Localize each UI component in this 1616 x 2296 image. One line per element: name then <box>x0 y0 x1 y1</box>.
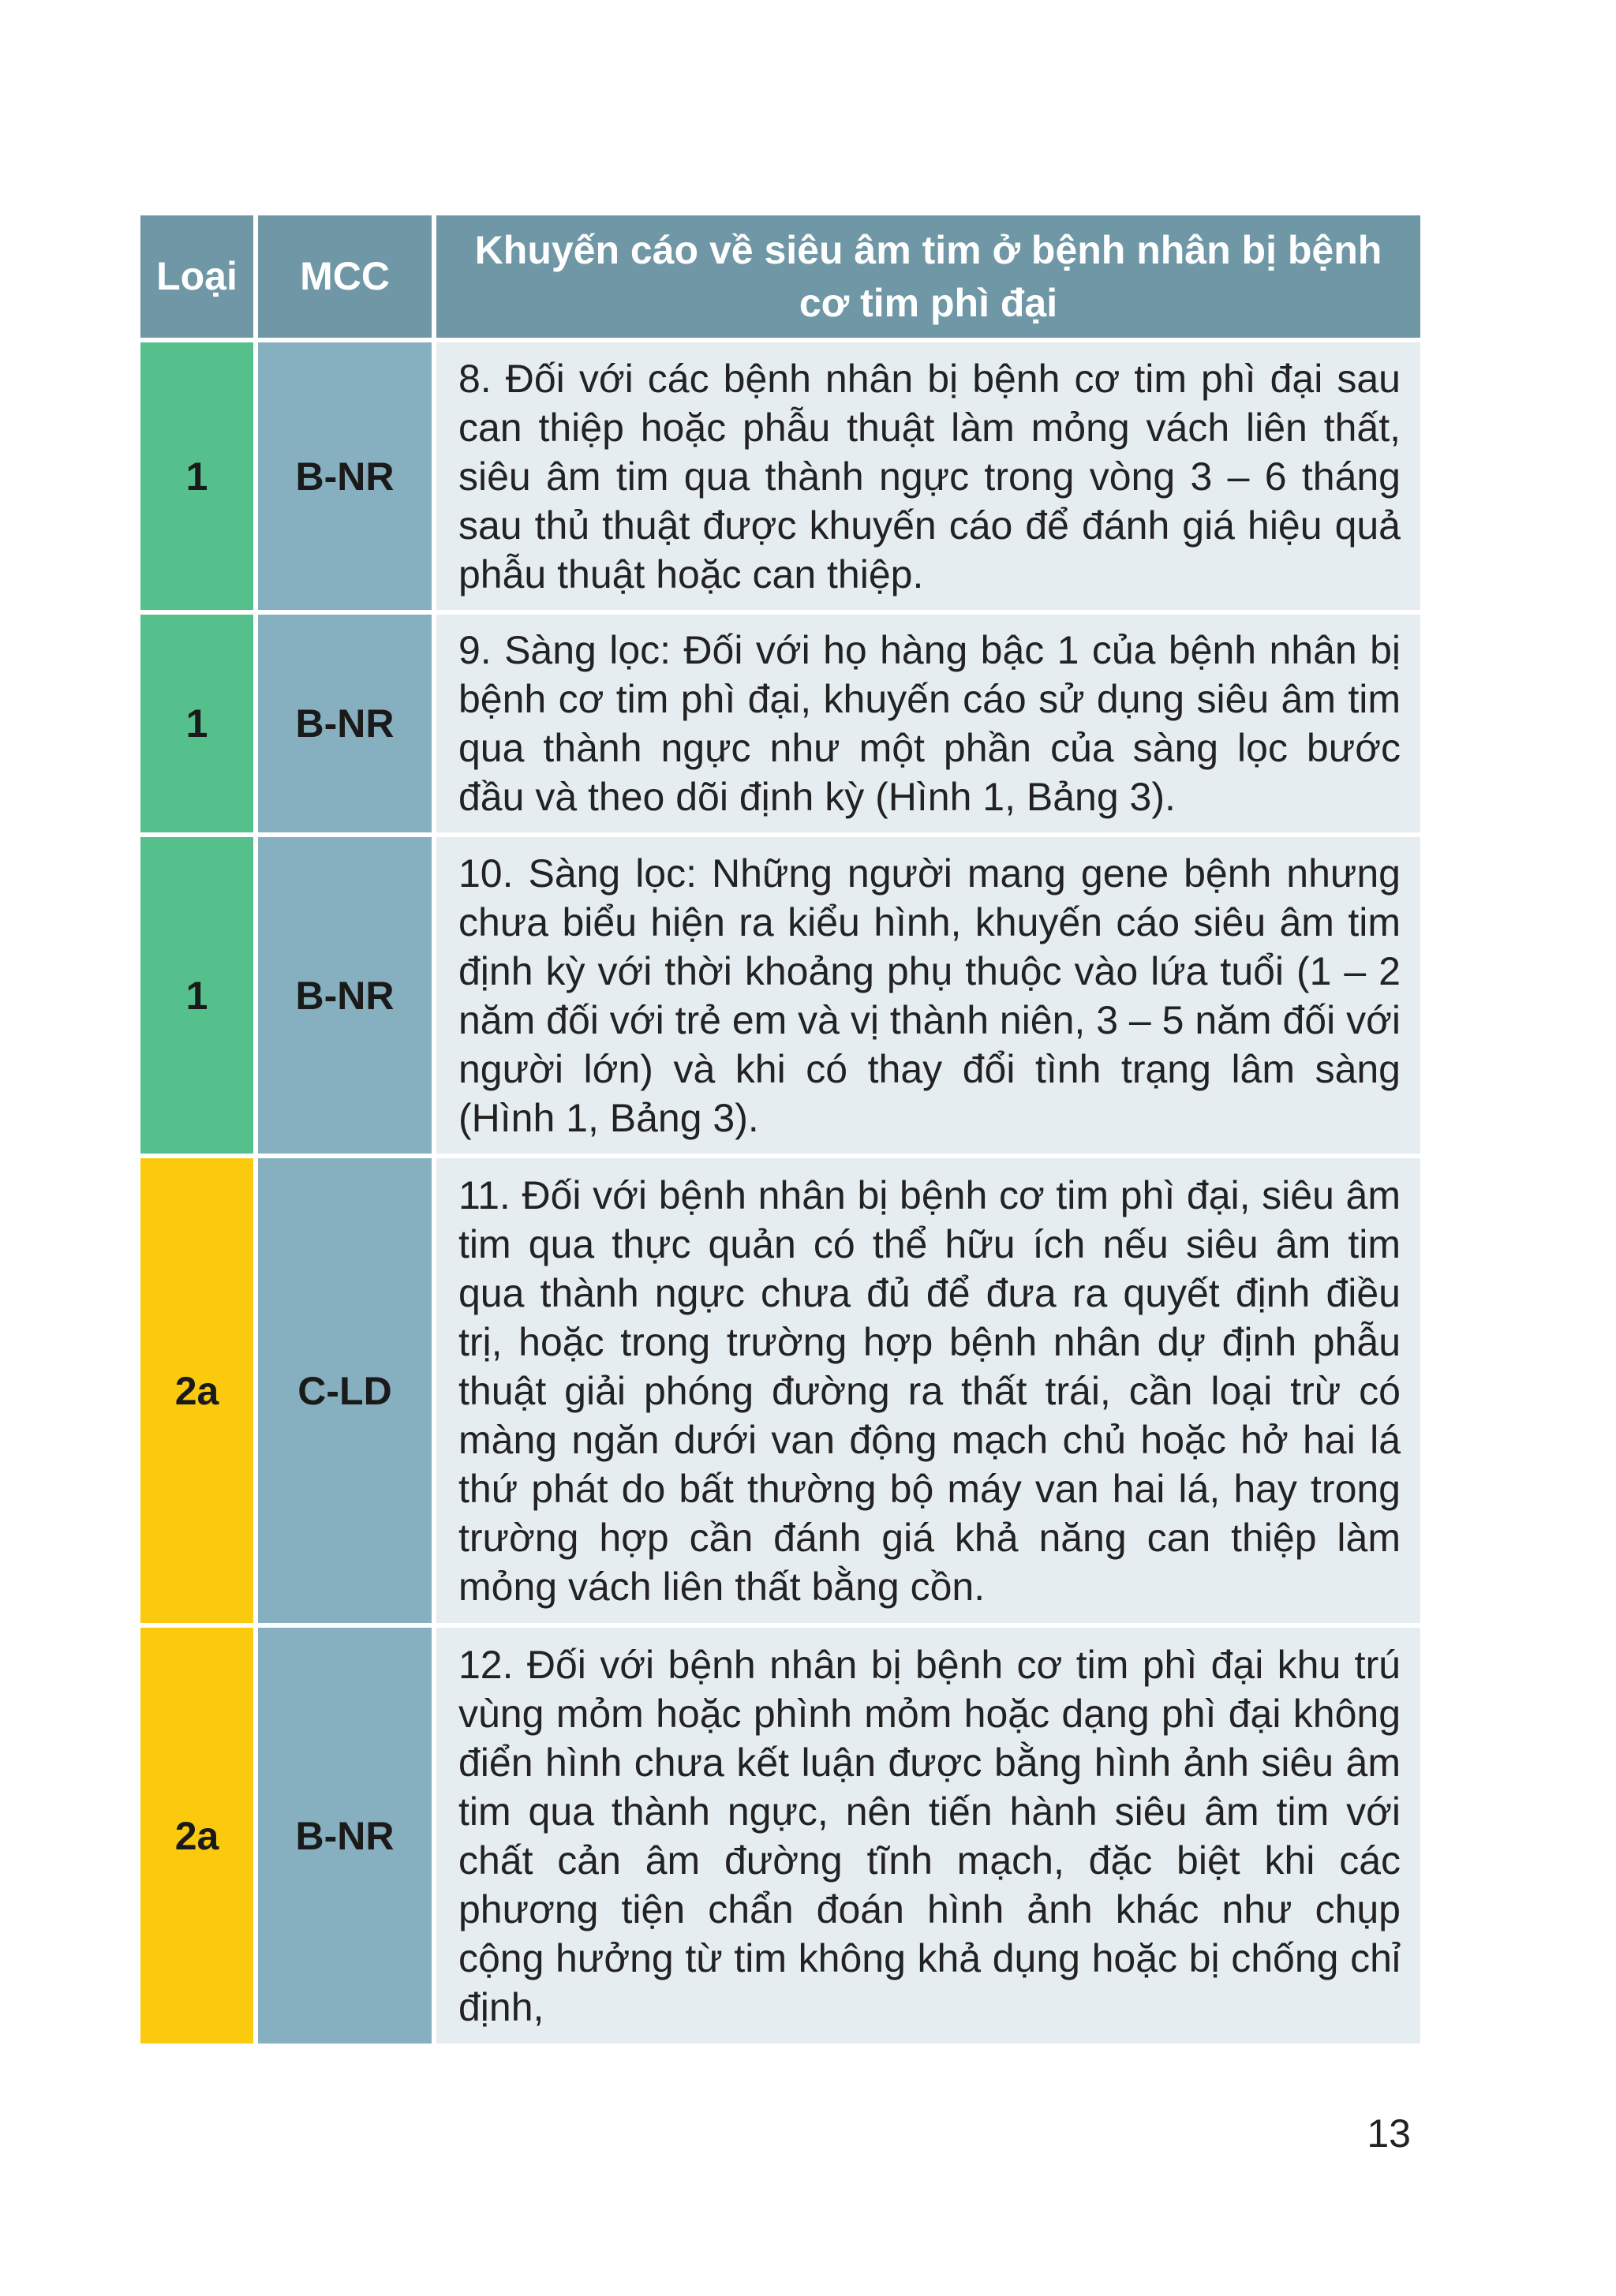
row-9-loe: B-NR <box>258 615 432 832</box>
row-10-class: 1 <box>140 837 253 1154</box>
row-10-text: 10. Sàng lọc: Những người mang gene bệnh nhưng chưa biểu hiện ra kiểu hình, khuyến cáo siêu âm tim định kỳ với thời khoảng phụ thuộc vào lứa tuổi (1 – 2 năm đối với trẻ em và vị thành niên, 3 – 5 năm đối với người lớn) và khi có thay đổi tình trạng lâm sàng (Hình 1, Bảng 3). <box>458 851 1401 1140</box>
row-9-class: 1 <box>140 615 253 832</box>
row-9-recommendation <box>436 615 1420 832</box>
row-12-text: 12. Đối với bệnh nhân bị bệnh cơ tim phì đại khu trú vùng mỏm hoặc phình mỏm hoặc dạng phì đại không điển hình chưa kết luận được bằng hình ảnh siêu âm tim qua thành ngực, nên tiến hành siêu âm tim với chất cản âm đường tĩnh mạch, đặc biệt khi các phương tiện chẩn đoán hình ảnh khác như chụp cộng hưởng từ tim không khả dụng hoặc bị chống chỉ định, <box>458 1642 1401 2029</box>
header-class: Loại <box>140 215 253 338</box>
row-10-loe: B-NR <box>258 837 432 1154</box>
header-loe: MCC <box>258 215 432 338</box>
row-11-class: 2a <box>140 1158 253 1623</box>
row-8-class: 1 <box>140 342 253 610</box>
row-12-recommendation <box>436 1628 1420 2044</box>
page-number: 13 <box>1367 2111 1411 2156</box>
row-12-class: 2a <box>140 1628 253 2044</box>
recommendation-table <box>140 215 1420 2044</box>
row-8-recommendation <box>436 342 1420 610</box>
header-recommendation: Khuyến cáo về siêu âm tim ở bệnh nhân bị bệnh cơ tim phì đại <box>436 215 1420 338</box>
row-11-loe: C-LD <box>258 1158 432 1623</box>
row-12-loe: B-NR <box>258 1628 432 2044</box>
row-8-text: 8. Đối với các bệnh nhân bị bệnh cơ tim phì đại sau can thiệp hoặc phẫu thuật làm mỏng vách liên thất, siêu âm tim qua thành ngực trong vòng 3 – 6 tháng sau thủ thuật được khuyến cáo để đánh giá hiệu quả phẫu thuật hoặc can thiệp. <box>458 356 1401 596</box>
row-8-loe: B-NR <box>258 342 432 610</box>
row-9-text: 9. Sàng lọc: Đối với họ hàng bậc 1 của bệnh nhân bị bệnh cơ tim phì đại, khuyến cáo sử dụng siêu âm tim qua thành ngực như một phần của sàng lọc bước đầu và theo dõi định kỳ (Hình 1, Bảng 3). <box>458 628 1401 819</box>
row-11-text: 11. Đối với bệnh nhân bị bệnh cơ tim phì đại, siêu âm tim qua thực quản có thể hữu ích nếu siêu âm tim qua thành ngực chưa đủ để đưa ra quyết định điều trị, hoặc trong trường hợp bệnh nhân dự định phẫu thuật giải phóng đường ra thất trái, cần loại trừ có màng ngăn dưới van động mạch chủ hoặc hở hai lá thứ phát do bất thường bộ máy van hai lá, hay trong trường hợp cần đánh giá khả năng can thiệp làm mỏng vách liên thất bằng cồn. <box>458 1172 1401 1609</box>
row-11-recommendation <box>436 1158 1420 1623</box>
row-10-recommendation <box>436 837 1420 1154</box>
